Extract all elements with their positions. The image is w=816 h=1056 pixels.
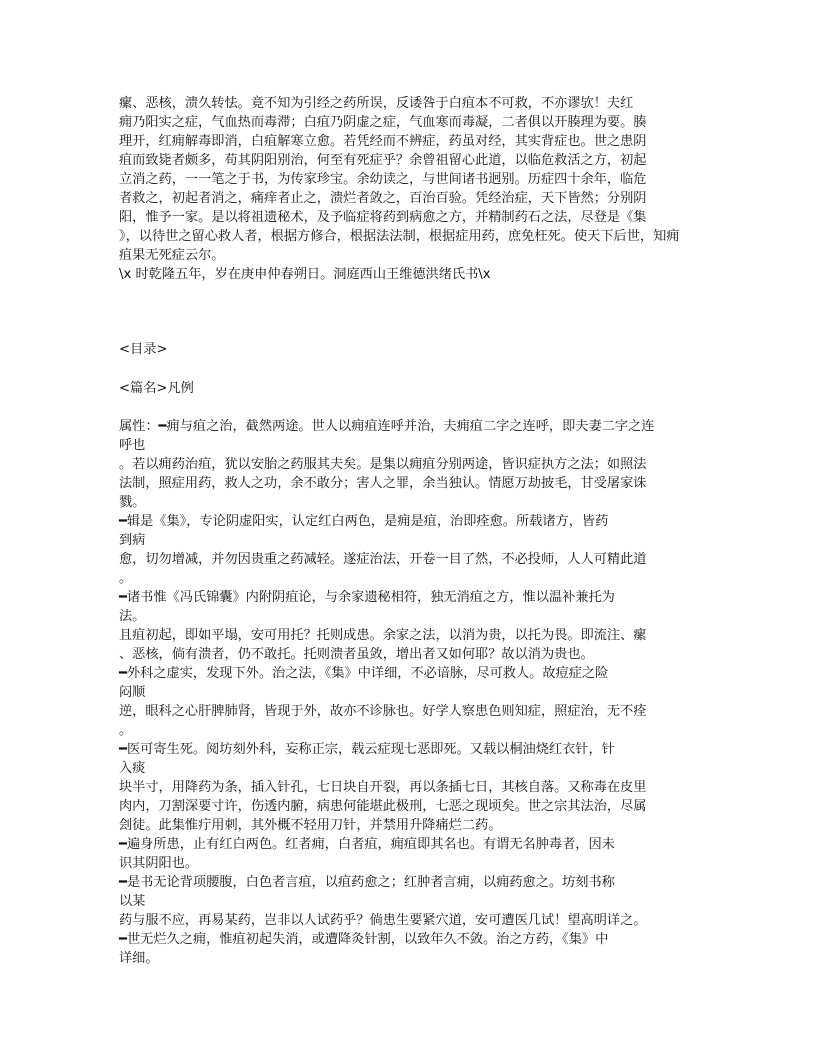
text-line: 法制，照症用药，救人之功，余不敢分；害人之罪，余当独认。情愿万劫披毛，甘受屠家诛 <box>119 476 647 491</box>
text-line: ━医可寄生死。阅坊刻外科，妄称正宗，载云症现七恶即死。又载以桐油烧红衣针，针 <box>119 742 615 757</box>
text-line: 、恶核，倘有溃者，仍不敢托。托则溃者虽敛，增出者又如何耶？故以消为贵也。 <box>119 647 594 662</box>
text-line: ━外科之虚实，发现下外。治之法，《集》中详细，不必谙脉，尽可救人。故痘症之险 <box>119 666 609 681</box>
text-line: 法。 <box>119 609 146 624</box>
text-line: 痈乃阳实之症，气血热而毒滞；白疽乃阴虚之症，气血寒而毒凝，二者俱以开腠理为要。腠 <box>119 115 647 130</box>
text-line: 到病 <box>119 533 146 548</box>
text-line: 详细。 <box>119 951 159 966</box>
text-line: 且疽初起，即如平塌，安可用托？托则成患。余家之法，以消为贵，以托为畏。即流注、瘰 <box>119 628 647 643</box>
text-line: 肉内，刀割深要寸许，伤透内腑，病患何能堪此极刑，七恶之现顷矣。世之宗其法治，尽属 <box>119 799 647 814</box>
text-line: 。 <box>119 571 133 586</box>
text-line: 闷顺 <box>119 685 146 700</box>
text-line: 立消之药，一一笔之于书，为传家珍宝。余幼读之，与世间诸书迥别。历症四十余年，临危 <box>119 172 647 187</box>
text-line: 以某 <box>119 894 146 909</box>
text-line: 理开，红痈解毒即消，白疽解寒立愈。若凭经而不辨症，药虽对经，其实背症也。世之患阴 <box>119 134 647 149</box>
text-line: ━辑是《集》，专论阴虚阳实，认定红白两色，是痈是疽，治即痊愈。所载诸方，皆药 <box>119 514 609 529</box>
text-line: 》，以待世之留心救人者，根据方修合，根据法法制，根据症用药，庶免枉死。使天下后世，知痈 <box>119 229 680 244</box>
toc-heading: <目录> <box>119 342 168 357</box>
text-line: 瘰、恶核，溃久转怯。竟不知为引经之药所误，反诿咎于白疽本不可救，不亦谬欤！夫红 <box>119 96 634 111</box>
text-line: ━是书无论背项腰腹，白色者言疽，以疽药愈之；红肿者言痈，以痈药愈之。坊刻书称 <box>119 875 615 890</box>
text-line: 愈，切勿增减，并勿因贵重之药减轻。遂症治法，开卷一目了然，不必投师，人人可精此道 <box>119 552 647 567</box>
text-line: 者救之，初起者消之，痛痒者止之，溃烂者敛之，百治百验。凭经治症，天下皆然；分别阴 <box>119 191 647 206</box>
document-page <box>119 94 709 968</box>
text-line: 。若以痈药治疽，犹以安胎之药服其夫矣。是集以痈疽分别两途，皆识症执方之法；如照法 <box>119 457 647 472</box>
text-line: \x 时乾隆五年，岁在庚申仲春朔日。洞庭西山王维德洪绪氏书\x <box>119 267 491 282</box>
text-line: 戮。 <box>119 495 146 510</box>
body-block <box>119 417 709 968</box>
text-line: 刽徒。此集惟疔用刺，其外概不轻用刀针，并禁用升降痛烂二药。 <box>119 818 502 833</box>
text-line: 逆，眼科之心肝脾肺肾，皆现于外，故亦不诊脉也。好学人察患色则知症，照症治，无不痊 <box>119 704 647 719</box>
text-line: 疽而致毙者颇多，苟其阴阳别治，何至有死症乎？余曾祖留心此道，以临危救活之方，初起 <box>119 153 647 168</box>
section-heading: <篇名>凡例 <box>119 381 194 396</box>
text-line: 入痰 <box>119 761 146 776</box>
text-line: 药与服不应，再易某药，岂非以人试药乎？倘患生要紧穴道，安可遭医几试！望高明详之。 <box>119 913 647 928</box>
text-line: 阳，惟予一家。是以将祖遗秘术，及予临症将药到病愈之方，并精制药石之法，尽登是《集 <box>119 210 647 225</box>
text-line: 块半寸，用降药为条，插入针孔，七日块自开裂，再以条插七日，其核自落。又称毒在皮里 <box>119 780 647 795</box>
text-line: 属性：━痈与疽之治，截然两途。世人以痈疽连呼并治，夫痈疽二字之连呼，即夫妻二字之连 <box>119 419 655 434</box>
preface-block <box>119 94 709 284</box>
text-line: 呼也 <box>119 438 146 453</box>
text-line: ━诸书惟《冯氏锦囊》内附阴疽论，与余家遗秘相符，独无消疽之方，惟以温补兼托为 <box>119 590 615 605</box>
text-line: 疽果无死症云尔。 <box>119 248 225 263</box>
text-line: ━世无烂久之痈，惟疽初起失消，或遭降灸针割，以致年久不敛。治之方药，《集》中 <box>119 932 609 947</box>
text-line: 识其阴阳也。 <box>119 856 199 871</box>
text-line: ━遍身所患，止有红白两色。红者痈，白者疽，痈疽即其名也。有谓无名肿毒者，因未 <box>119 837 615 852</box>
text-line: 。 <box>119 723 133 738</box>
